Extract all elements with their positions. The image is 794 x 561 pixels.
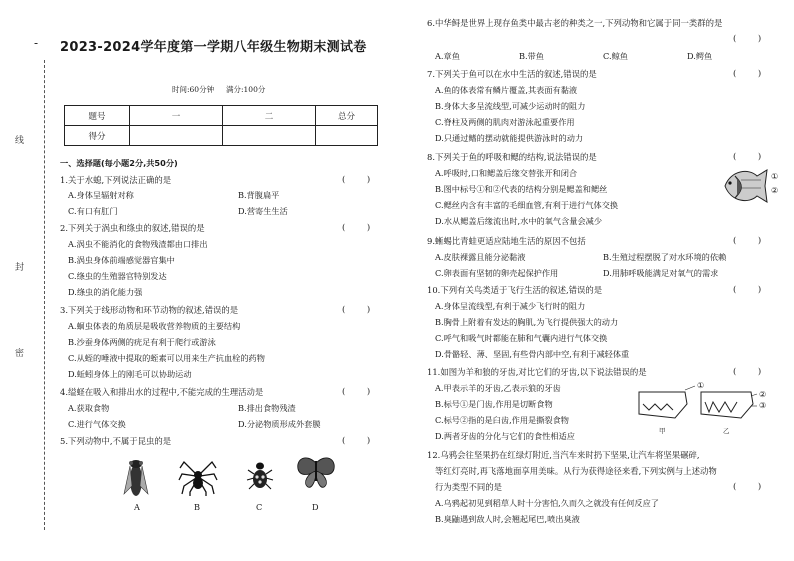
score-table-score-row [65, 126, 378, 146]
teeth-name: 乙 [723, 427, 730, 435]
score-info: 满分:100分 [226, 85, 266, 94]
question-stem-line: 12.乌鸦会往坚果扔在红绿灯附近,当汽车来时扔下坚果,让汽车将坚果碾碎, [427, 450, 700, 460]
fish-gill-diagram-icon [721, 166, 771, 206]
question-stem: 8.下列关于鱼的呼吸和鳃的结构,说法错误的是 [427, 152, 597, 162]
fish-label: ① [771, 172, 779, 181]
binding-mark-mi: 密 [13, 348, 23, 357]
score-cell: 二 [223, 106, 316, 126]
option: B.带鱼 [519, 51, 544, 61]
answer-paren[interactable]: ( ) [733, 367, 762, 377]
option: B.背腹扁平 [238, 190, 280, 200]
question-stem-line: 行为类型不同的是 [435, 482, 502, 492]
exam-title: 2023-2024学年度第一学期八年级生物期末测试卷 [60, 40, 367, 55]
option: B.标号①是门齿,作用是切断食物 [435, 399, 553, 409]
option: C.标号②指的是臼齿,作用是撕裂食物 [435, 415, 569, 425]
option: B.涡虫身体前端感觉器官集中 [68, 255, 175, 265]
fish-label: ② [771, 186, 779, 195]
option: C.呼气和吸气时都能在肺和气囊内进行气体交换 [435, 333, 608, 343]
exam-time-info [172, 84, 265, 95]
score-table [64, 105, 378, 146]
option: D.两者牙齿的分化与它们的食性相适应 [435, 431, 575, 441]
option: D.营寄生生活 [238, 206, 288, 216]
option: D.蚯蚓身体上的刚毛可以协助运动 [68, 369, 192, 379]
answer-paren[interactable]: ( ) [733, 236, 762, 246]
score-cell[interactable] [130, 126, 223, 146]
score-cell: 题号 [65, 106, 130, 126]
option: A.获取食物 [68, 403, 110, 413]
option: D.鳄鱼 [687, 51, 713, 61]
option: B.排出食物残渣 [238, 403, 296, 413]
option: C.绦虫的生殖器官特别发达 [68, 271, 167, 281]
option: D.分泌物质形成外套膜 [238, 419, 321, 429]
option: B.胸骨上附着有发达的胸肌,为飞行提供强大的动力 [435, 317, 619, 327]
butterfly-icon [296, 455, 336, 489]
binding-mark-xian: 线 [13, 135, 23, 144]
option: D.骨骼轻、薄、坚固,有些骨内部中空,有利于减轻体重 [435, 349, 630, 359]
option: A.鱼的体表常有鳞片覆盖,其表面有黏液 [435, 85, 578, 95]
option: C.鲸鱼 [603, 51, 628, 61]
option: D.水从鳃盖后缘流出时,水中的氧气含量会减少 [435, 216, 603, 226]
option: A.身体呈流线型,有利于减少飞行时的阻力 [435, 301, 586, 311]
option: A.皮肤裸露且能分泌黏液 [435, 252, 526, 262]
question-stem: 3.下列关于线形动物和环节动物的叙述,错误的是 [60, 305, 239, 315]
option: C.鳃丝内含有丰富的毛细血管,有利于进行气体交换 [435, 200, 619, 210]
option: C.卵表面有坚韧的卵壳起保护作用 [435, 268, 559, 278]
question-stem: 11.如图为羊和狼的牙齿,对比它们的牙齿,以下说法错误的是 [427, 367, 647, 377]
answer-paren[interactable]: ( ) [342, 436, 371, 446]
teeth-mark: ③ [759, 401, 767, 410]
option: A.乌鸦起初见到稻草人时十分害怕,久而久之就没有任何反应了 [435, 498, 659, 508]
question-stem: 9.蜥蜴比青蛙更适应陆地生活的原因不包括 [427, 236, 586, 246]
option: A.甲表示羊的牙齿,乙表示狼的牙齿 [435, 383, 561, 393]
option: D.只通过鳍的摆动就能提供游泳时的动力 [435, 133, 584, 143]
option: B.图中标号①和②代表的结构分别是鳃盖和鳃丝 [435, 184, 608, 194]
answer-paren[interactable]: ( ) [342, 387, 371, 397]
answer-paren[interactable]: ( ) [342, 175, 371, 185]
option: A.章鱼 [435, 51, 460, 61]
option: C.从蛭的唾液中提取的蛭素可以用来生产抗血栓的药物 [68, 353, 265, 363]
option: A.蛔虫体表的角质层是吸收营养物质的主要结构 [68, 321, 241, 331]
dash-mark: - [34, 36, 39, 50]
question-stem: 2.下列关于涡虫和绦虫的叙述,错误的是 [60, 223, 205, 233]
answer-paren[interactable]: ( ) [733, 34, 762, 44]
option-label: C [256, 502, 263, 512]
question-stem: 4.缢蛏在吸入和排出水的过程中,不能完成的生理活动是 [60, 387, 264, 397]
option-label: A [134, 502, 140, 512]
question-stem: 10.下列有关鸟类适于飞行生活的叙述,错误的是 [427, 285, 603, 295]
question-stem: 5.下列动物中,不属于昆虫的是 [60, 436, 172, 446]
option: D.用肺呼吸能满足对氧气的需求 [603, 268, 719, 278]
answer-paren[interactable]: ( ) [733, 285, 762, 295]
spider-icon [178, 456, 218, 496]
option: C.进行气体交换 [68, 419, 126, 429]
answer-paren[interactable]: ( ) [342, 305, 371, 315]
binding-mark-feng: 封 [13, 262, 23, 271]
score-cell[interactable] [223, 126, 316, 146]
binding-line [44, 60, 45, 530]
answer-paren[interactable]: ( ) [342, 223, 371, 233]
teeth-mark: ① [697, 381, 705, 390]
question-stem-line: 等红灯亮时,再飞落地面享用美味。从行为获得途径来看,下列实例与上述动物 [435, 466, 717, 476]
time-info: 时间:60分钟 [172, 85, 215, 94]
teeth-diagram-icon [635, 384, 759, 424]
option: B.沙蚕身体两侧的疣足有利于爬行或游泳 [68, 337, 216, 347]
question-stem: 7.下列关于鱼可以在水中生活的叙述,错误的是 [427, 69, 597, 79]
score-cell: 一 [130, 106, 223, 126]
right-page [397, 0, 794, 561]
option-label: D [312, 502, 319, 512]
answer-paren[interactable]: ( ) [733, 152, 762, 162]
option-label: B [194, 502, 201, 512]
option: B.生殖过程摆脱了对水环境的依赖 [603, 252, 727, 262]
answer-paren[interactable]: ( ) [733, 482, 762, 492]
option: C.脊柱及两侧的肌肉对游泳起重要作用 [435, 117, 575, 127]
score-cell[interactable] [316, 126, 378, 146]
option: C.有口有肛门 [68, 206, 118, 216]
teeth-name: 甲 [659, 427, 666, 435]
option: A.身体呈辐射对称 [68, 190, 134, 200]
option: B.身体大多呈流线型,可减少运动时的阻力 [435, 101, 586, 111]
section-heading: 一、选择题(每小题2分,共50分) [60, 158, 178, 168]
option: A.呼吸时,口和鳃盖后缘交替张开和闭合 [435, 168, 578, 178]
answer-paren[interactable]: ( ) [733, 69, 762, 79]
question-stem: 1.关于水螅,下列说法正确的是 [60, 175, 172, 185]
cicada-icon [122, 456, 150, 500]
option: D.绦虫的消化能力强 [68, 287, 143, 297]
teeth-mark: ② [759, 390, 767, 399]
option: B.臭鼬遇到敌人时,会翘起尾巴,喷出臭液 [435, 514, 580, 524]
score-table-header-row [65, 106, 378, 126]
beetle-icon [246, 458, 274, 494]
question-stem: 6.中华鲟是世界上现存鱼类中最古老的种类之一,下列动物和它属于同一类群的是 [427, 18, 723, 28]
binding-margin [0, 0, 52, 561]
score-cell: 得分 [65, 126, 130, 146]
option: A.涡虫不能消化的食物残渣都由口排出 [68, 239, 208, 249]
score-cell: 总分 [316, 106, 378, 126]
